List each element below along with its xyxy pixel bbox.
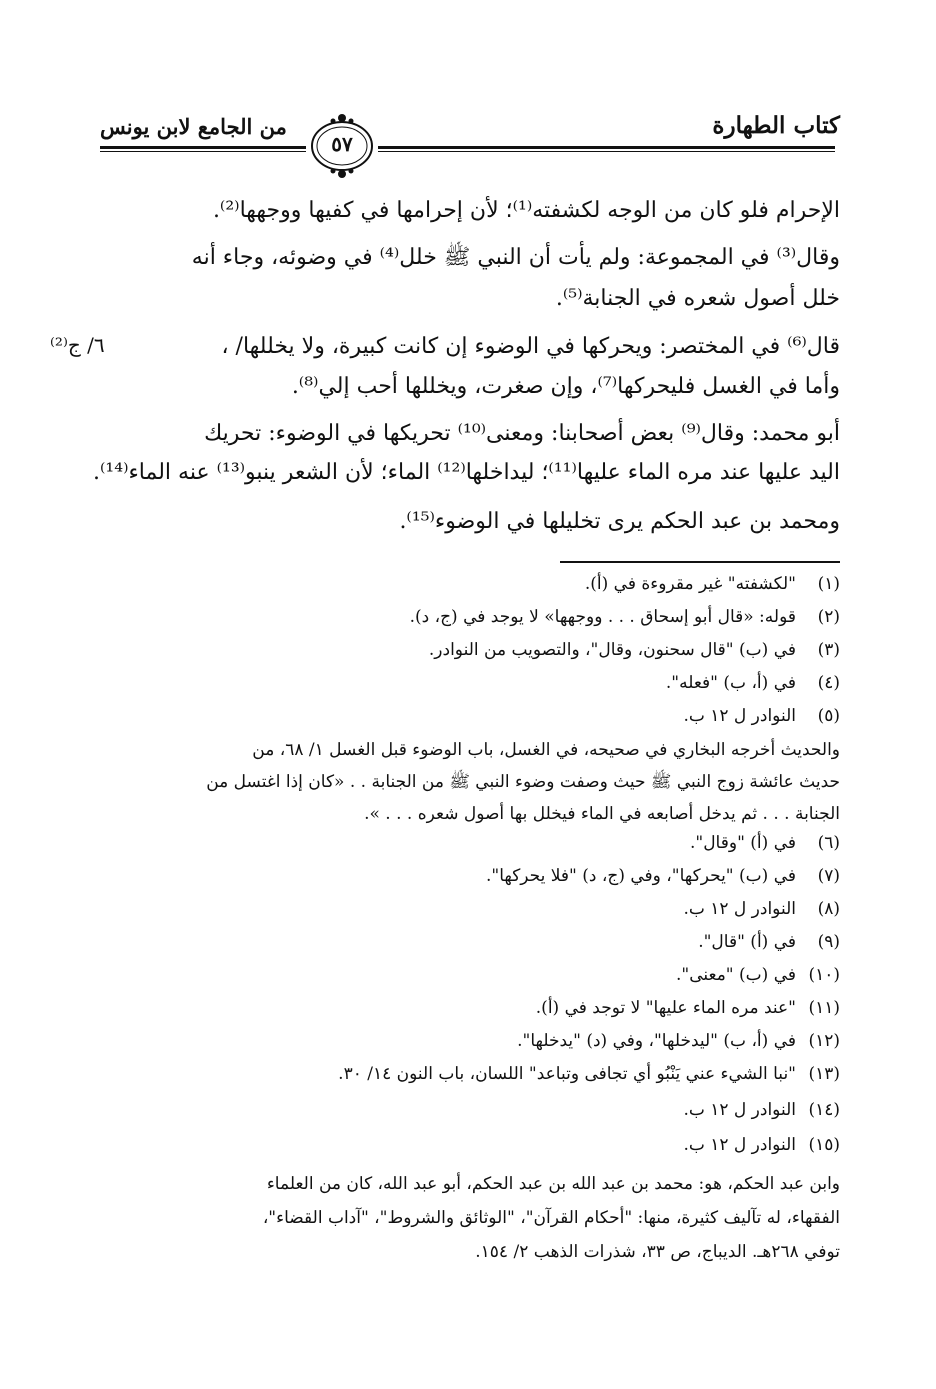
- body-line: أبو محمد: وقال⁽⁹⁾ بعض أصحابنا: ومعنى⁽¹⁰⁾ تحريكها في الوضوء: تحريك: [204, 421, 840, 446]
- footnote-number: (٢): [817, 607, 840, 627]
- footnote: [429, 638, 840, 662]
- body-line: خلل أصول شعره في الجنابة⁽⁵⁾.: [555, 286, 840, 311]
- page-number-ornament: [306, 112, 378, 180]
- footnote-number: (٣): [817, 640, 840, 660]
- body-line: الإحرام فلو كان من الوجه لكشفته⁽¹⁾؛ لأن إحرامها في كفيها ووجهها⁽²⁾.: [212, 198, 840, 223]
- footnote: [683, 897, 840, 921]
- footnote-text: في (أ، ب) "ليدخلها"، وفي (د) "يدخلها".: [517, 1031, 796, 1051]
- source-title: من الجامع لابن يونس: [100, 114, 287, 139]
- footnote-paragraph-line: وابن عبد الحكم، هو: محمد بن عبد الله بن عبد الحكم، أبو عبد الله، كان من العلماء: [266, 1174, 840, 1194]
- footnote-number: (١٣): [808, 1064, 840, 1084]
- footnote-text: في (ب) "قال سحنون، وقال"، والتصويب من النوادر.: [428, 640, 796, 660]
- footnote-text: النوادر ل ١٢ ب.: [683, 1100, 796, 1120]
- footnote-text: النوادر ل ١٢ ب.: [683, 1135, 796, 1155]
- footnote-number: (١٢): [808, 1031, 840, 1051]
- footnote: [517, 1029, 840, 1053]
- footnote-text: في (ب) "معنى".: [675, 965, 796, 985]
- footnote: [585, 572, 840, 596]
- footnote: [683, 704, 840, 728]
- footnote-text: النوادر ل ١٢ ب.: [683, 706, 796, 726]
- body-line: قال⁽⁶⁾ في المختصر: ويحركها في الوضوء إن كانت كبيرة، ولا يخللها/ ،: [221, 334, 840, 359]
- footnote-text: في (أ) "وقال".: [689, 833, 796, 853]
- body-line: وقال⁽³⁾ في المجموعة: ولم يأت أن النبي ﷺ خلل⁽⁴⁾ في وضوئه، وجاء أنه: [191, 245, 840, 270]
- footnote: [486, 864, 840, 888]
- body-line: اليد عليها عند مره الماء عليها⁽¹¹⁾؛ ليداخلها⁽¹²⁾ الماء؛ لأن الشعر ينبو⁽¹³⁾ عنه الماء⁽¹⁴⁾.: [93, 460, 840, 485]
- footnote-text: "عند مره الماء عليها" لا توجد في (أ).: [535, 998, 796, 1018]
- manuscript-margin-note: ٦/ ج⁽²⁾: [50, 333, 105, 357]
- footnote-paragraph-line: والحديث أخرجه البخاري في صحيحه، في الغسل، باب الوضوء قبل الغسل ١/ ٦٨، من: [252, 740, 840, 760]
- footnote: [666, 671, 840, 695]
- footnote-number: (١٥): [808, 1135, 840, 1155]
- page-number: ٥٧: [331, 132, 353, 156]
- footnote: [683, 1098, 840, 1122]
- footnote: [698, 930, 840, 954]
- footnote: [690, 831, 840, 855]
- footnote-number: (٨): [817, 899, 840, 919]
- body-line: ومحمد بن عبد الحكم يرى تخليلها في الوضوء⁽¹⁵⁾.: [399, 509, 840, 534]
- footnote-number: (١): [817, 574, 840, 594]
- footnote-text: "لكشفته" غير مقروءة في (أ).: [584, 574, 796, 594]
- footnote-number: (١١): [808, 998, 840, 1018]
- footnote-paragraph-line: توفي ٢٦٨هـ. الديباج، ص ٣٣، شذرات الذهب ٢/ ١٥٤.: [475, 1242, 840, 1262]
- footnote-paragraph-line: الجنابة . . . ثم يدخل أصابعه في الماء فيخلل بها أصول شعره . . . ».: [364, 804, 840, 824]
- footnote-number: (٧): [817, 866, 840, 886]
- footnote: [536, 996, 840, 1020]
- footnote-number: (٤): [817, 673, 840, 693]
- book-title: كتاب الطهارة: [712, 112, 840, 139]
- footnote-text: في (أ) "قال".: [698, 932, 796, 952]
- footnote: [676, 963, 840, 987]
- footnote-number: (٦): [817, 833, 840, 853]
- footnote-text: قوله: «قال أبو إسحاق . . . ووجهها» لا يوجد في (ج، د).: [409, 607, 796, 627]
- footnote-number: (٥): [817, 706, 840, 726]
- footnote: [338, 1062, 840, 1086]
- header-rule: [100, 146, 835, 152]
- footnote-paragraph-line: حديث عائشة زوج النبي ﷺ حيث وصفت وضوء النبي ﷺ من الجنابة . . «كان إذا اغتسل من: [206, 772, 840, 792]
- footnote: [683, 1133, 840, 1157]
- body-line: وأما في الغسل فليحركها⁽⁷⁾، وإن صغرت، ويخللها أحب إلي⁽⁸⁾.: [291, 374, 840, 399]
- footnote-text: في (ب) "يحركها"، وفي (ج، د) "فلا يحركها".: [485, 866, 796, 886]
- footnote: [410, 605, 840, 629]
- footnote-number: (١٤): [808, 1100, 840, 1120]
- footnote-number: (١٠): [808, 965, 840, 985]
- footnote-paragraph-line: الفقهاء، له تآليف كثيرة، منها: "أحكام القرآن"، "الوثائق والشروط"، "آداب القضاء"،: [262, 1208, 840, 1228]
- footnote-text: النوادر ل ١٢ ب.: [683, 899, 796, 919]
- footnote-separator: [560, 561, 840, 563]
- footnote-text: "نبا الشيء عني يَنْبُو أي تجافى وتباعد" اللسان، باب النون ١٤/ ٣٠.: [338, 1064, 796, 1084]
- footnote-text: في (أ، ب) "فعله".: [665, 673, 796, 693]
- footnote-number: (٩): [817, 932, 840, 952]
